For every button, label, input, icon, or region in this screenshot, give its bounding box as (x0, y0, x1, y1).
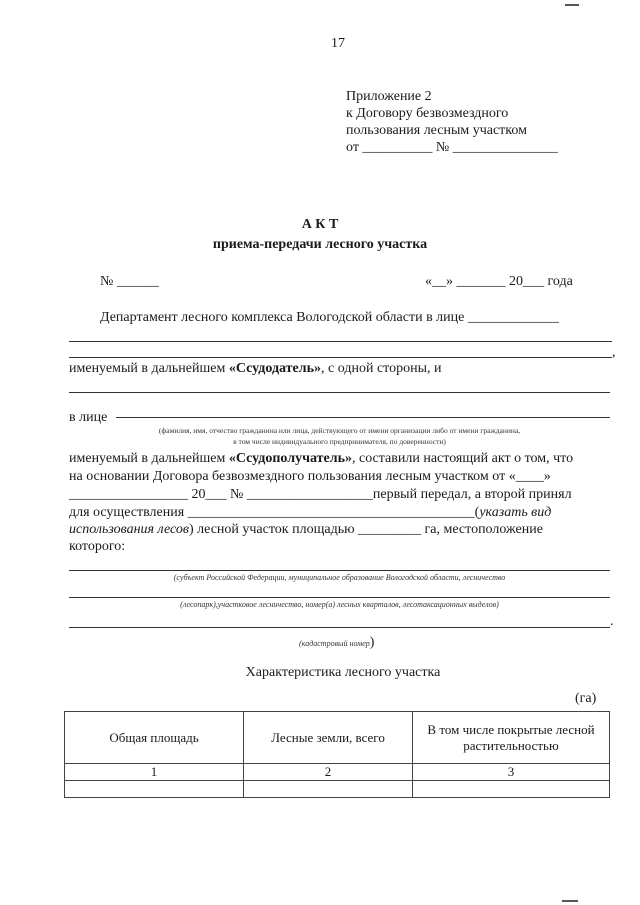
col-number: 1 (65, 764, 244, 781)
characteristic-table (64, 711, 610, 798)
unit-label: (га) (575, 691, 597, 706)
scan-mark (565, 4, 579, 6)
grantor-named-line (69, 361, 442, 377)
fill-line (69, 341, 612, 342)
cadastral-text: (кадастровый номер (299, 639, 370, 648)
col-number: 2 (244, 764, 413, 781)
recipient-role: «Ссудополучатель» (228, 451, 352, 466)
transfer-line: _________________ 20___ № __________________первый передал, а второй принял (69, 487, 572, 502)
fill-line (69, 357, 612, 358)
appendix-line-1: Приложение 2 (346, 89, 432, 104)
purpose-line (69, 505, 551, 521)
fill-line (116, 417, 610, 418)
purpose-hint: указать вид (479, 505, 552, 520)
page-number: 17 (331, 36, 345, 51)
table-cell (413, 781, 610, 798)
usage-hint: использования лесов (69, 522, 189, 537)
end-dot: . (610, 614, 614, 629)
location-label: которого: (69, 539, 126, 554)
caption-location-1: (субъект Российской Федерации, муниципальное образование Вологодской области, лесничество (173, 573, 506, 582)
col-number: 3 (413, 764, 610, 781)
table-cell (65, 781, 244, 798)
purpose-text: для осуществления _________________________________________( (69, 505, 480, 520)
comma-mark: , (612, 345, 616, 360)
recipient-named-line (69, 451, 573, 467)
named-suffix: , с одной стороны, и (321, 361, 442, 376)
area-line (69, 522, 543, 538)
characteristic-heading: Характеристика лесного участка (245, 665, 441, 680)
act-number: № ______ (100, 274, 159, 289)
named-prefix: именуемый в дальнейшем (69, 451, 229, 466)
basis-line: на основании Договора безвозмездного пользования лесным участком от «____» (69, 469, 551, 484)
caption-person-2: в том числе индивидуального предпринимателя, по доверенности) (233, 437, 446, 446)
area-text: ) лесной участок площадью _________ га, местоположение (188, 522, 543, 537)
document-title: А К Т (301, 217, 339, 232)
cadastral-paren: ) (369, 635, 375, 650)
table-header-row (65, 712, 610, 764)
table-cell (244, 781, 413, 798)
document-subtitle: приема-передачи лесного участка (212, 237, 428, 252)
grantor-line: Департамент лесного комплекса Вологодской области в лице _____________ (100, 310, 559, 325)
named-suffix: , составили настоящий акт о том, что (351, 451, 574, 466)
table-number-row (65, 764, 610, 781)
fill-line (69, 392, 610, 393)
act-date: «__» _______ 20___ года (425, 274, 573, 289)
appendix-line-4: от __________ № _______________ (346, 140, 558, 155)
caption-person-1: (фамилия, имя, отчество гражданина или лица, действующего от имени организации либо от имени гражданина, (158, 426, 521, 435)
fill-line (69, 570, 610, 571)
grantor-role: «Ссудодатель» (228, 361, 322, 376)
header-total-area: Общая площадь (65, 712, 244, 764)
appendix-line-2: к Договору безвозмездного (346, 106, 509, 121)
header-covered: В том числе покрытые лесной растительностью (413, 712, 610, 764)
scan-mark (562, 900, 578, 902)
caption-cadastral (299, 633, 374, 651)
named-prefix: именуемый в дальнейшем (69, 361, 229, 376)
fill-line (69, 597, 610, 598)
fill-line (69, 627, 610, 628)
table-row (65, 781, 610, 798)
appendix-line-3: пользования лесным участком (346, 123, 527, 138)
header-forest-lands: Лесные земли, всего (244, 712, 413, 764)
in-person-label: в лице (69, 410, 108, 425)
caption-location-2: (лесопарк),участковое лесничество, номер(а) лесных кварталов, лесотаксационных выделов) (180, 600, 499, 609)
